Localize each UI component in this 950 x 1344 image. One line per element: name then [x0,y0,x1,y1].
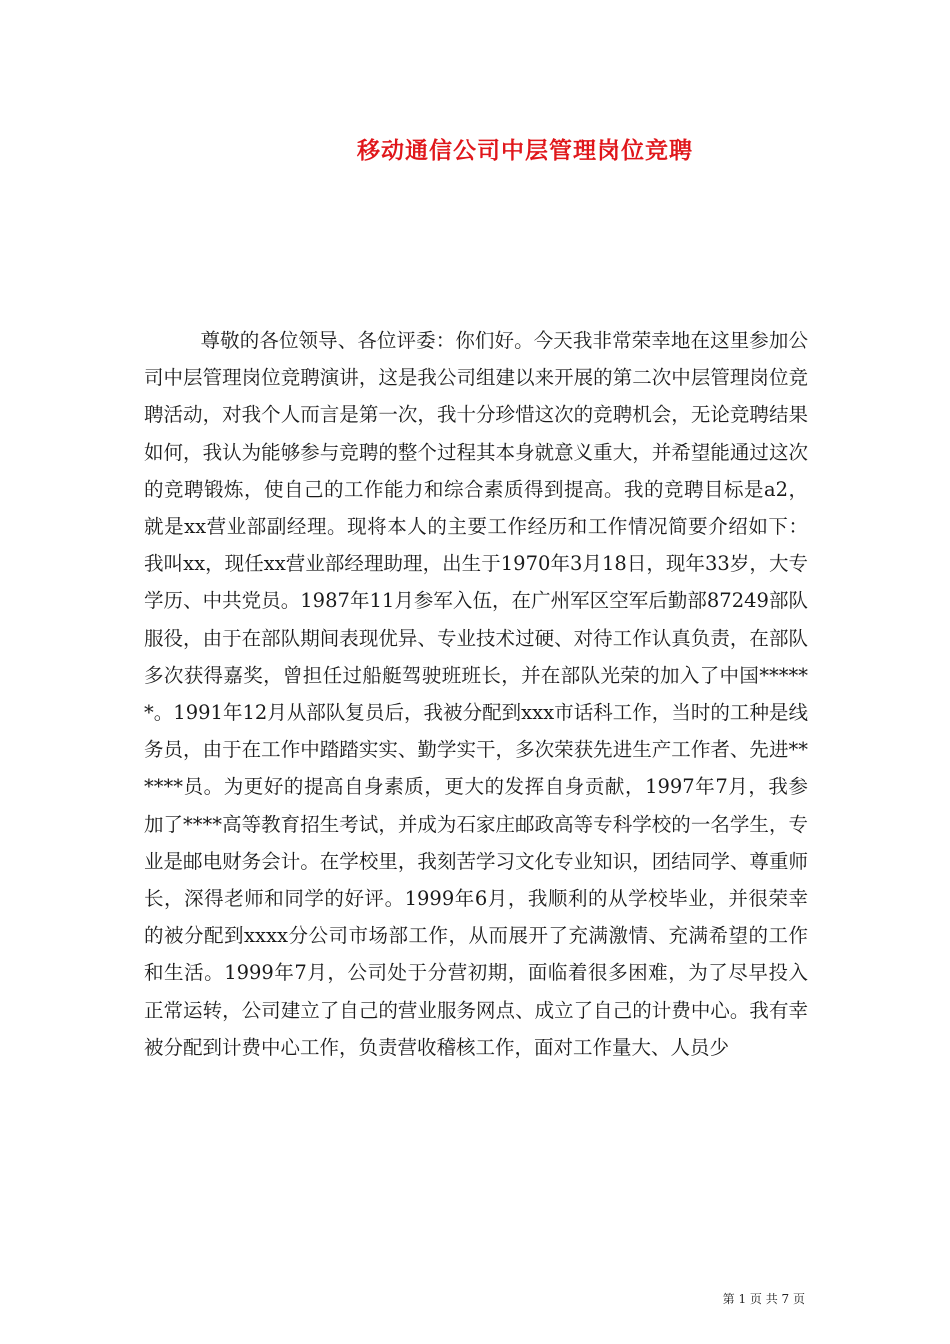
document-title: 移动通信公司中层管理岗位竞聘 [357,137,693,164]
page-number: 第 1 页 共 7 页 [722,1292,805,1306]
body-paragraph: 尊敬的各位领导、各位评委：你们好。今天我非常荣幸地在这里参加公司中层管理岗位竞聘演讲，这是我公司组建以来开展的第二次中层管理岗位竞聘活动，对我个人而言是第一次，我十分珍惜这次的竞聘机会，无论竞聘结果如何，我认为能够参与竞聘的整个过程其本身就意义重大，并希望能通过这次的竞聘锻炼，使自己的工作能力和综合素质得到提高。我的竞聘目标是a2，就是xx营业部副经理。现将本人的主要工作经历和工作情况简要介绍如下：我叫xx，现任xx营业部经理助理，出生于1970年3月18日，现年33岁，大专学历、中共党员。1987年11月参军入伍，在广州军区空军后勤部87249部队服役，由于在部队期间表现优异、专业技术过硬、对待工作认真负责，在部队多次获得嘉奖，曾担任过船艇驾驶班班长，并在部队光荣的加入了中国******。1991年12月从部队复员后，我被分配到xxx市话科工作，当时的工种是线务员，由于在工作中踏踏实实、勤学实干，多次荣获先进生产工作者、先进******员。为更好的提高自身素质，更大的发挥自身贡献，1997年7月，我参加了****高等教育招生考试，并成为石家庄邮政高等专科学校的一名学生，专业是邮电财务会计。在学校里，我刻苦学习文化专业知识，团结同学、尊重师长，深得老师和同学的好评。1999年6月，我顺利的从学校毕业，并很荣幸的被分配到xxxx分公司市场部工作，从而展开了充满激情、充满希望的工作和生活。1999年7月，公司处于分营初期，面临着很多困难，为了尽早投入正常运转，公司建立了自己的营业服务网点、成立了自己的计费中心。我有幸被分配到计费中心工作，负责营收稽核工作，面对工作量大、人员少 [144,329,808,1059]
